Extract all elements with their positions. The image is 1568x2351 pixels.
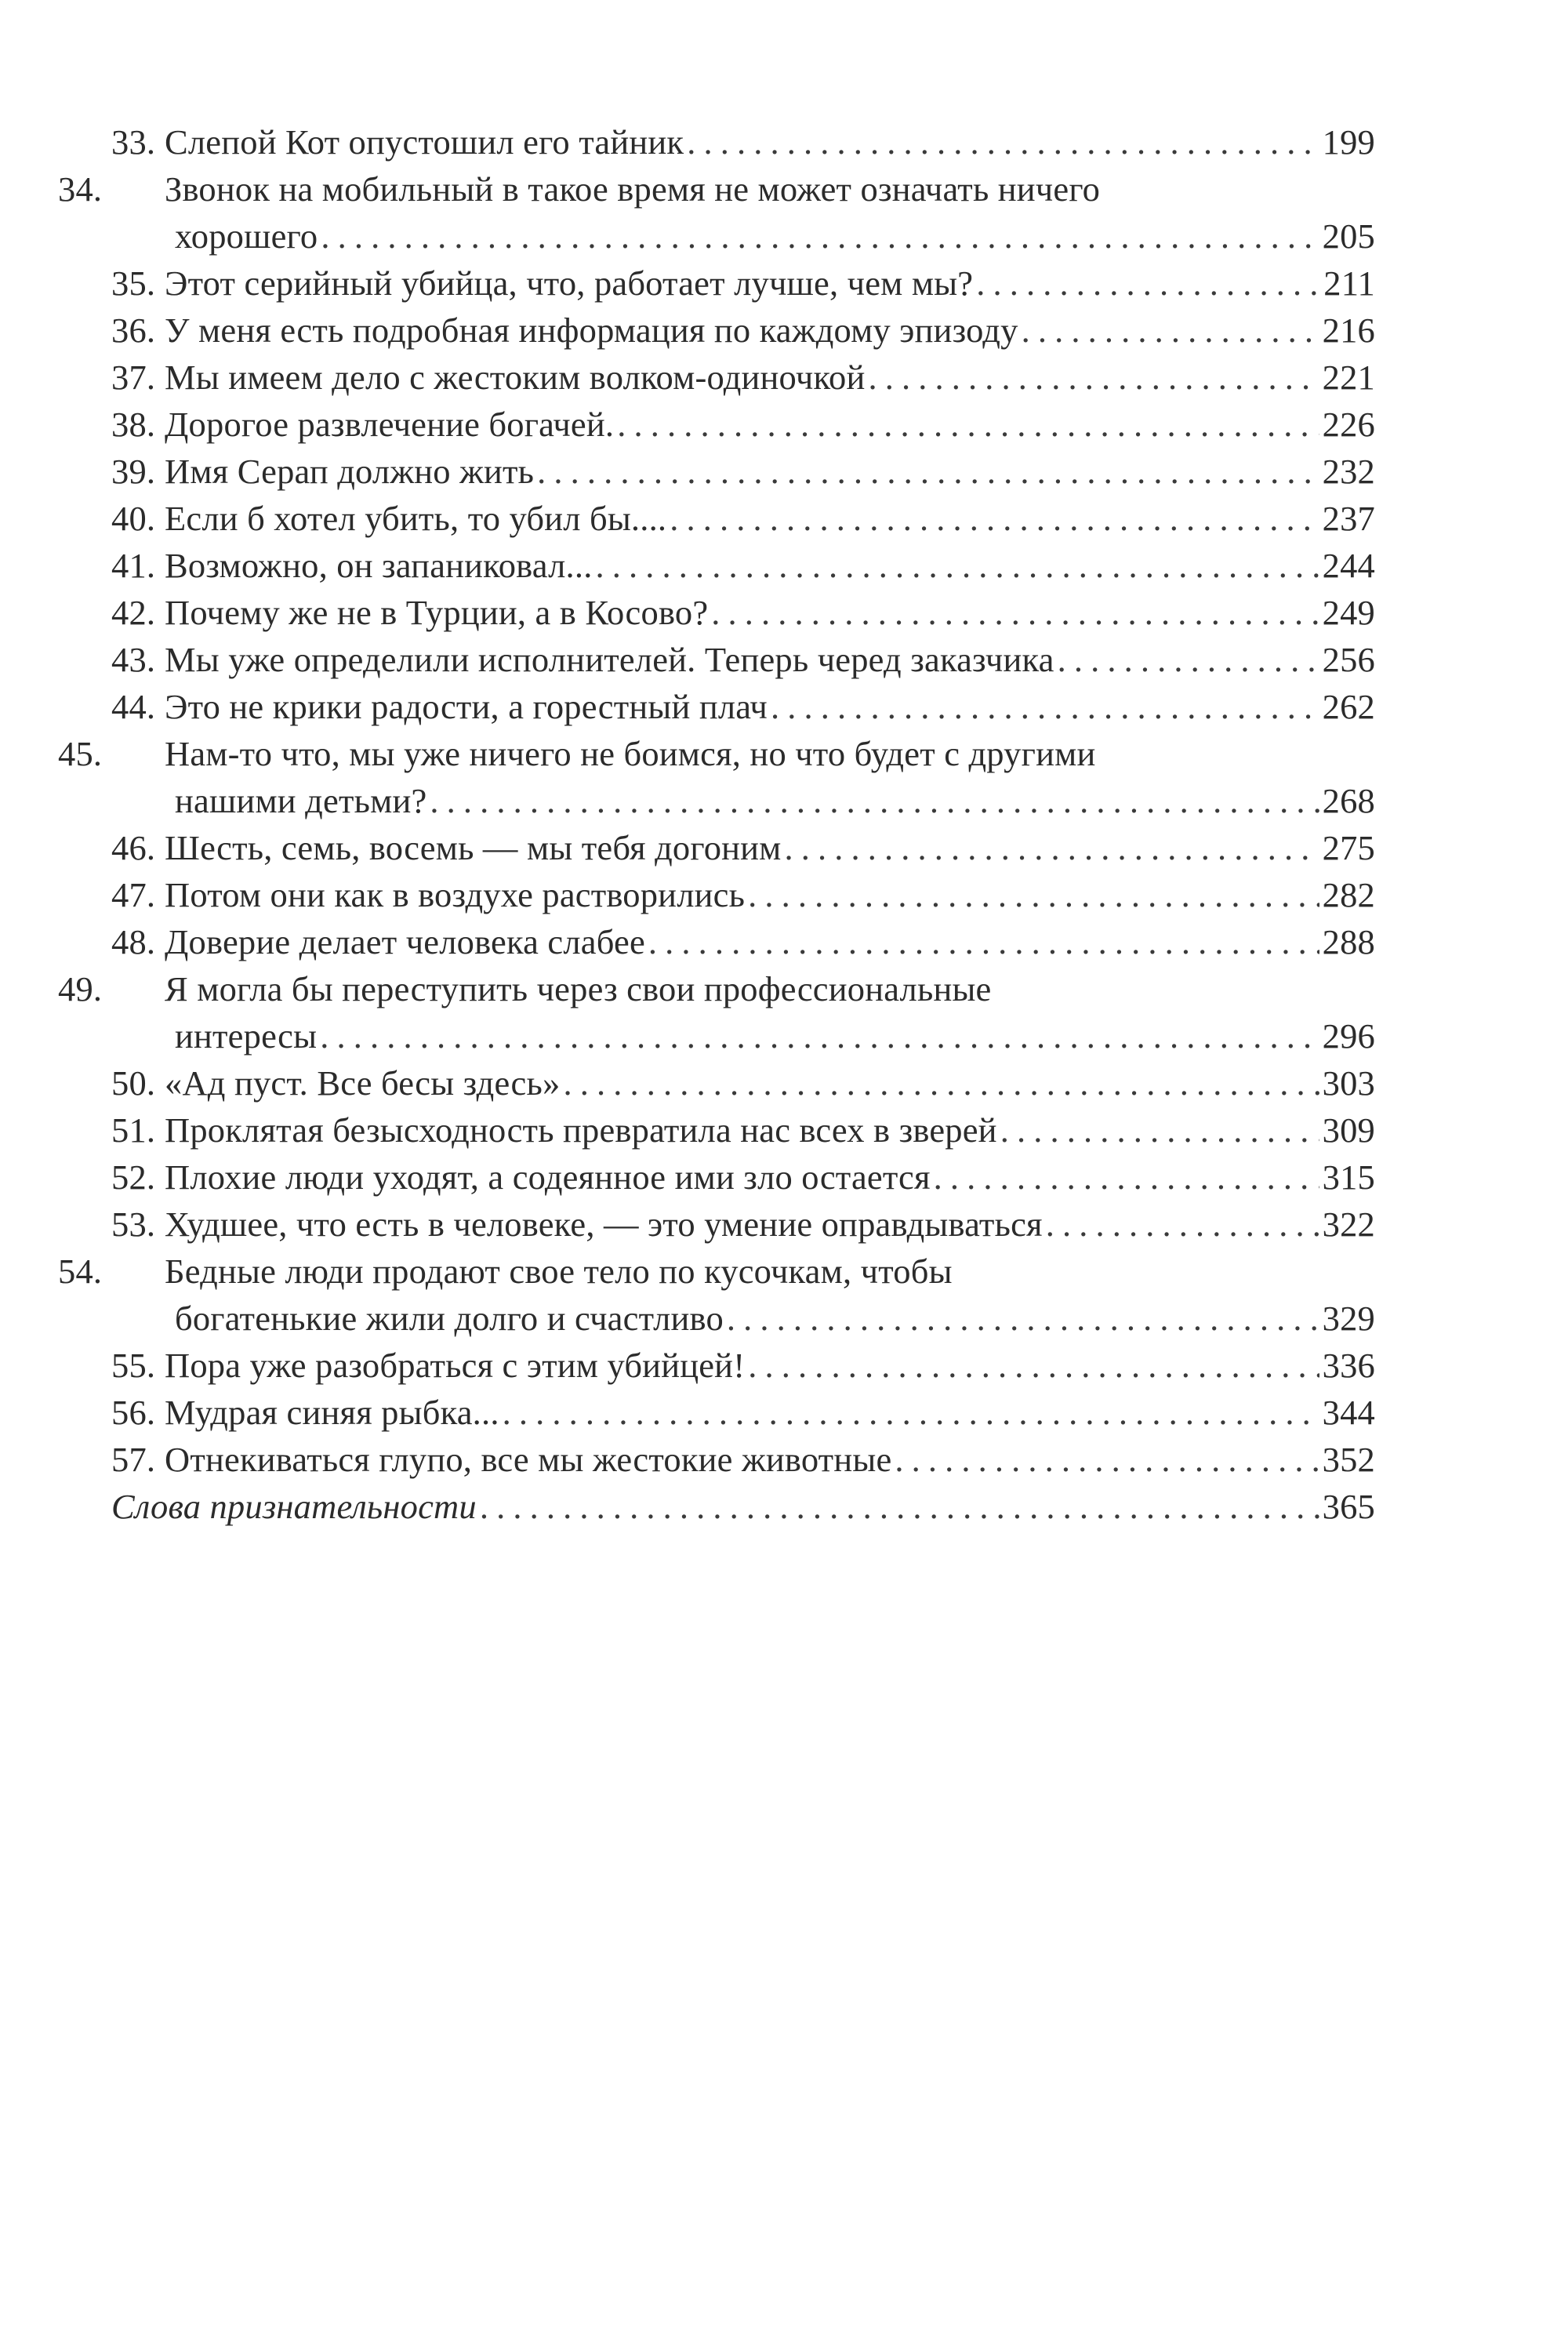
chapter-title: Я могла бы переступить через свои профессиональные [165,969,992,1008]
dot-leader [430,777,1319,824]
chapter-number: 36. [111,311,156,350]
page-number: 344 [1322,1393,1375,1432]
dot-leader [785,824,1319,871]
toc-entry-line [111,1059,1375,1106]
toc-entry-line [111,1201,1375,1248]
toc-entry [111,260,1375,307]
toc-entry-line [111,918,1375,965]
toc-entry-line [111,636,1375,683]
toc-entry-line [111,1106,1375,1154]
chapter-title: Потом они как в воздухе растворились [165,875,746,914]
page-number: 237 [1322,499,1375,538]
toc-entry [58,165,1375,260]
chapter-title: Отнекиваться глупо, все мы жестокие животные [165,1440,892,1479]
dot-leader [771,683,1319,730]
toc-entry [58,965,1375,1059]
toc-entry-line [111,777,1375,824]
chapter-title: «Ад пуст. Все бесы здесь» [165,1063,561,1103]
chapter-number: 55. [111,1346,156,1385]
dot-leader [563,1059,1319,1106]
toc-entry [111,589,1375,636]
chapter-title: Мудрая синяя рыбка... [165,1393,499,1432]
toc-entry-line [111,589,1375,636]
page-number: 336 [1322,1346,1375,1385]
toc-entry [111,307,1375,354]
chapter-number: 48. [111,922,156,961]
toc-entry-line [111,354,1375,401]
dot-leader [895,1436,1319,1483]
chapter-title: Имя Серап должно жить [165,452,535,491]
toc-entry-line [111,1436,1375,1483]
dot-leader [711,589,1319,636]
chapter-number: 53. [111,1205,156,1244]
dot-leader [934,1154,1319,1201]
dot-leader [727,1295,1319,1342]
toc-entry [111,918,1375,965]
toc-entry [111,1436,1375,1483]
chapter-title: Возможно, он запаниковал... [165,546,593,585]
chapter-number: 57. [111,1440,156,1479]
chapter-title: Проклятая безысходность превратила нас всех в зверей [165,1110,997,1150]
dot-leader [1022,307,1319,354]
toc-entry-line [111,1295,1375,1342]
dot-leader [1046,1201,1319,1248]
dot-leader [617,401,1319,448]
chapter-title: Худшее, что есть в человеке, — это умение оправдываться [165,1205,1043,1244]
toc-entry-line [111,683,1375,730]
chapter-title: Почему же не в Турции, а в Косово? [165,593,709,632]
chapter-title: Мы имеем дело с жестоким волком-одиночкой [165,358,866,397]
table-of-contents [58,118,1375,1530]
toc-entry [111,683,1375,730]
chapter-number: 38. [111,405,156,444]
dot-leader [648,918,1319,965]
page-number: 322 [1322,1205,1375,1244]
chapter-number: 37. [111,358,156,397]
dot-leader [1058,636,1319,683]
toc-entry-line [111,1154,1375,1201]
chapter-title: Это не крики радости, а горестный плач [165,687,768,726]
toc-entry [111,636,1375,683]
chapter-number: 40. [111,499,156,538]
chapter-title: Пора уже разобраться с этим убийцей! [165,1346,746,1385]
toc-entry-line [111,1342,1375,1389]
toc-entry [58,730,1375,824]
toc-entry-line [111,118,1375,165]
toc-entry [111,401,1375,448]
toc-entry [111,1389,1375,1436]
chapter-title: Этот серийный убийца, что, работает лучше, чем мы? [165,263,974,303]
page-number: 352 [1322,1440,1375,1479]
page-number: 249 [1322,593,1375,632]
toc-entry [111,1106,1375,1154]
chapter-number: 41. [111,546,156,585]
chapter-title-continued: богатенькие жили долго и счастливо [175,1299,724,1338]
chapter-title: Дорогое развлечение богачей. [165,405,615,444]
page-number: 244 [1322,546,1375,585]
page-number: 329 [1322,1299,1375,1338]
chapter-title: У меня есть подробная информация по каждому эпизоду [165,311,1018,350]
chapter-title: Доверие делает человека слабее [165,922,645,961]
dot-leader [976,260,1320,307]
page-number: 262 [1322,687,1375,726]
toc-entry [111,1154,1375,1201]
dot-leader [596,542,1319,589]
page-number: 211 [1323,263,1375,303]
toc-entry [58,1248,1375,1342]
toc-entry-line [111,1012,1375,1059]
toc-entry-line [58,165,1375,213]
page-number: 315 [1322,1157,1375,1197]
toc-entry [111,118,1375,165]
toc-entry-line [111,401,1375,448]
dot-leader [687,118,1319,165]
toc-entry [111,824,1375,871]
toc-entry [111,354,1375,401]
page-number: 268 [1322,781,1375,820]
page-number: 216 [1322,311,1375,350]
chapter-title: Мы уже определили исполнителей. Теперь черед заказчика [165,640,1054,679]
page-number: 296 [1322,1016,1375,1056]
chapter-title-continued: нашими детьми? [175,781,427,820]
page-number: 205 [1322,216,1375,256]
chapter-number: 33. [111,122,156,162]
toc-entry-line [111,213,1375,260]
toc-entry-acknowledgements [111,1483,1375,1530]
dot-leader [321,213,1319,260]
dot-leader [868,354,1319,401]
toc-entry-line [111,448,1375,495]
chapter-title: Нам-то что, мы уже ничего не боимся, но что будет с другими [165,734,1096,773]
page-number: 226 [1322,405,1375,444]
dot-leader [748,871,1319,918]
toc-entry-line [58,1248,1375,1295]
chapter-number: 56. [111,1393,156,1432]
toc-entry [111,542,1375,589]
chapter-title-continued: интересы [175,1016,318,1056]
toc-entry-line [111,871,1375,918]
page-number: 365 [1322,1487,1375,1526]
chapter-title-continued: хорошего [175,216,318,256]
page-number: 288 [1322,922,1375,961]
page-number: 303 [1322,1063,1375,1103]
chapter-title: Если б хотел убить, то убил бы.... [165,499,667,538]
chapter-title: Звонок на мобильный в такое время не может означать ничего [165,169,1101,209]
toc-entry [111,495,1375,542]
chapter-title: Плохие люди уходят, а содеянное ими зло остается [165,1157,931,1197]
page-number: 199 [1322,122,1375,162]
chapter-number: 54. [58,1252,103,1291]
chapter-number: 42. [111,593,156,632]
toc-entry-line [58,730,1375,777]
toc-entry [111,1342,1375,1389]
toc-entry-line [111,542,1375,589]
chapter-number: 47. [111,875,156,914]
chapter-number: 49. [58,969,103,1008]
dot-leader [480,1483,1319,1530]
page-number: 221 [1322,358,1375,397]
toc-entry-line [111,260,1375,307]
page-number: 256 [1322,640,1375,679]
toc-entry-line [111,307,1375,354]
chapter-title: Бедные люди продают свое тело по кусочкам, чтобы [165,1252,953,1291]
chapter-number: 51. [111,1110,156,1150]
toc-entry [111,1059,1375,1106]
chapter-number: 43. [111,640,156,679]
dot-leader [503,1389,1319,1436]
chapter-number: 44. [111,687,156,726]
chapter-number: 35. [111,263,156,303]
toc-entry-line [111,495,1375,542]
toc-entry-line [111,824,1375,871]
chapter-number: 46. [111,828,156,867]
page-number: 275 [1322,828,1375,867]
chapter-number: 52. [111,1157,156,1197]
acknowledgements-title: Слова признательности [111,1487,477,1526]
dot-leader [748,1342,1319,1389]
chapter-number: 45. [58,734,103,773]
page-number: 282 [1322,875,1375,914]
dot-leader [537,448,1319,495]
toc-entry [111,1201,1375,1248]
page-number: 232 [1322,452,1375,491]
page-number: 309 [1322,1110,1375,1150]
toc-entry [111,448,1375,495]
toc-entry-line [111,1483,1375,1530]
dot-leader [670,495,1319,542]
chapter-number: 34. [58,169,103,209]
toc-entry [111,871,1375,918]
toc-entry-line [111,1389,1375,1436]
dot-leader [1000,1106,1319,1154]
chapter-title: Слепой Кот опустошил его тайник [165,122,684,162]
chapter-number: 50. [111,1063,156,1103]
chapter-title: Шесть, семь, восемь — мы тебя догоним [165,828,782,867]
chapter-number: 39. [111,452,156,491]
toc-entry-line [58,965,1375,1012]
dot-leader [320,1012,1319,1059]
